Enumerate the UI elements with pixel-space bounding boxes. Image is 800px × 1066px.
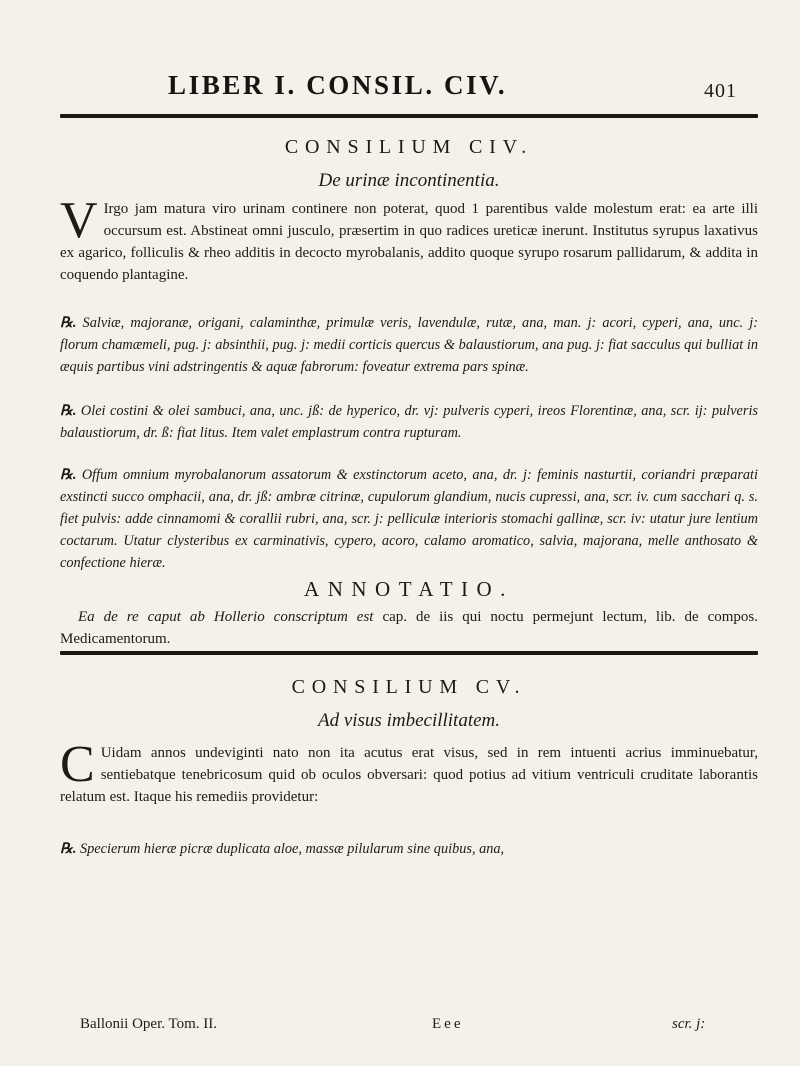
recipe-symbol: ℞. [60,315,77,331]
consilium-105-title: CONSILIUM CV. [291,676,527,698]
top-rule [60,114,758,118]
annotatio-heading: ANNOTATIO. [304,577,514,601]
recipe-symbol: ℞. [60,467,77,483]
consilium-104-subtitle: De urinæ incontinentia. [318,170,500,191]
consilium-105-intro-text: Uidam annos undeviginti nato non ita acutus erat visus, sed in rem intuenti acrius imminuebatur, sentiebatque tenebricosum quid ob oculos obversari: quod potius ad vitium ventriculi cruditate laborantis relatum est. Itaque his remediis providetur: [60,745,758,805]
running-head: LIBER I. CONSIL. CIV. [168,70,508,100]
signature-mark: Eee [432,1016,464,1032]
page-number: 401 [704,80,737,102]
recipe-symbol: ℞. [60,403,77,419]
consilium-105-intro [60,736,758,808]
consilium-104-intro [60,192,758,286]
recipe-4 [60,838,758,860]
recipe-1 [60,312,758,378]
recipe-symbol: ℞. [60,841,77,857]
annotatio-text [60,606,758,650]
consilium-104-intro-text: Irgo jam matura viro urinam continere non poterat, quod 1 parentibus valde molestum erat: ea arte illi occursum est. Abstineat omni jusculo, præsertim in quo radices ureticæ inerunt. Institutus syrupus laxativus ex agarico, folliculis & rheo additis in decocto myrobalanis, addito quoque syrupo rosarum pallidarum, & addita in coquendo plantagine. [60,201,758,283]
footer-book-title: Ballonii Oper. Tom. II. [80,1016,217,1032]
recipe-3 [60,464,758,574]
recipe-1-text: Salviæ, majoranæ, origani, calaminthæ, primulæ veris, lavendulæ, rutæ, ana, man. j: acori, cyperi, ana, unc. j: florum chamæmeli, pug. j: absinthii, pug. j: medii corticis quercus & balaustiorum, ana pug. j: fiat sacculus qui bulliat in æquis partibus vini adstringentis & aquæ fabrorum: foveatur extrema pars spinæ. [60,315,758,375]
recipe-2 [60,400,758,444]
recipe-3-text: Offum omnium myrobalanorum assatorum & exstinctorum aceto, ana, dr. j: feminis nasturtii, coriandri præparati exstincti succo omphacii, ana, dr. jß: ambræ citrinæ, cupulorum glandium, nucis cupressi, ana, scr. iv. cum sacchari q. s. fiet pulvis: adde cinnamomi & corallii rubri, ana, scr. j: pelliculæ interioris stomachi gallinæ, scr. iv: utatur jure lentium coctarum. Utatur clysteribus ex carminativis, cypero, acoro, calamo aromatico, salvia, majorana, melle anthosato & confectione hieræ. [60,467,758,571]
drop-cap-v: V [60,192,98,249]
recipe-4-text: Specierum hieræ picræ duplicata aloe, massæ pilularum sine quibus, ana, [79,841,505,857]
page-footer [80,1016,756,1038]
consilium-105-subtitle: Ad visus imbecillitatem. [317,710,501,731]
annotatio-roman: cap. de iis qui noctu permejunt lectum, lib. de compos. Medicamentorum. [60,609,759,647]
recipe-2-text: Olei costini & olei sambuci, ana, unc. jß: de hyperico, dr. vj: pulveris cyperi, ireos Florentinæ, ana, scr. ij: pulveris balaustiorum, dr. ß: fiat litus. Item valet emplastrum contra rupturam. [60,403,758,441]
section-rule [60,651,758,655]
annotatio-italic: Ea de re caput ab Hollerio conscriptum est [78,609,374,625]
drop-cap-c: C [60,736,95,793]
catchword: scr. j: [672,1016,706,1032]
consilium-104-title: CONSILIUM CIV. [284,136,534,158]
